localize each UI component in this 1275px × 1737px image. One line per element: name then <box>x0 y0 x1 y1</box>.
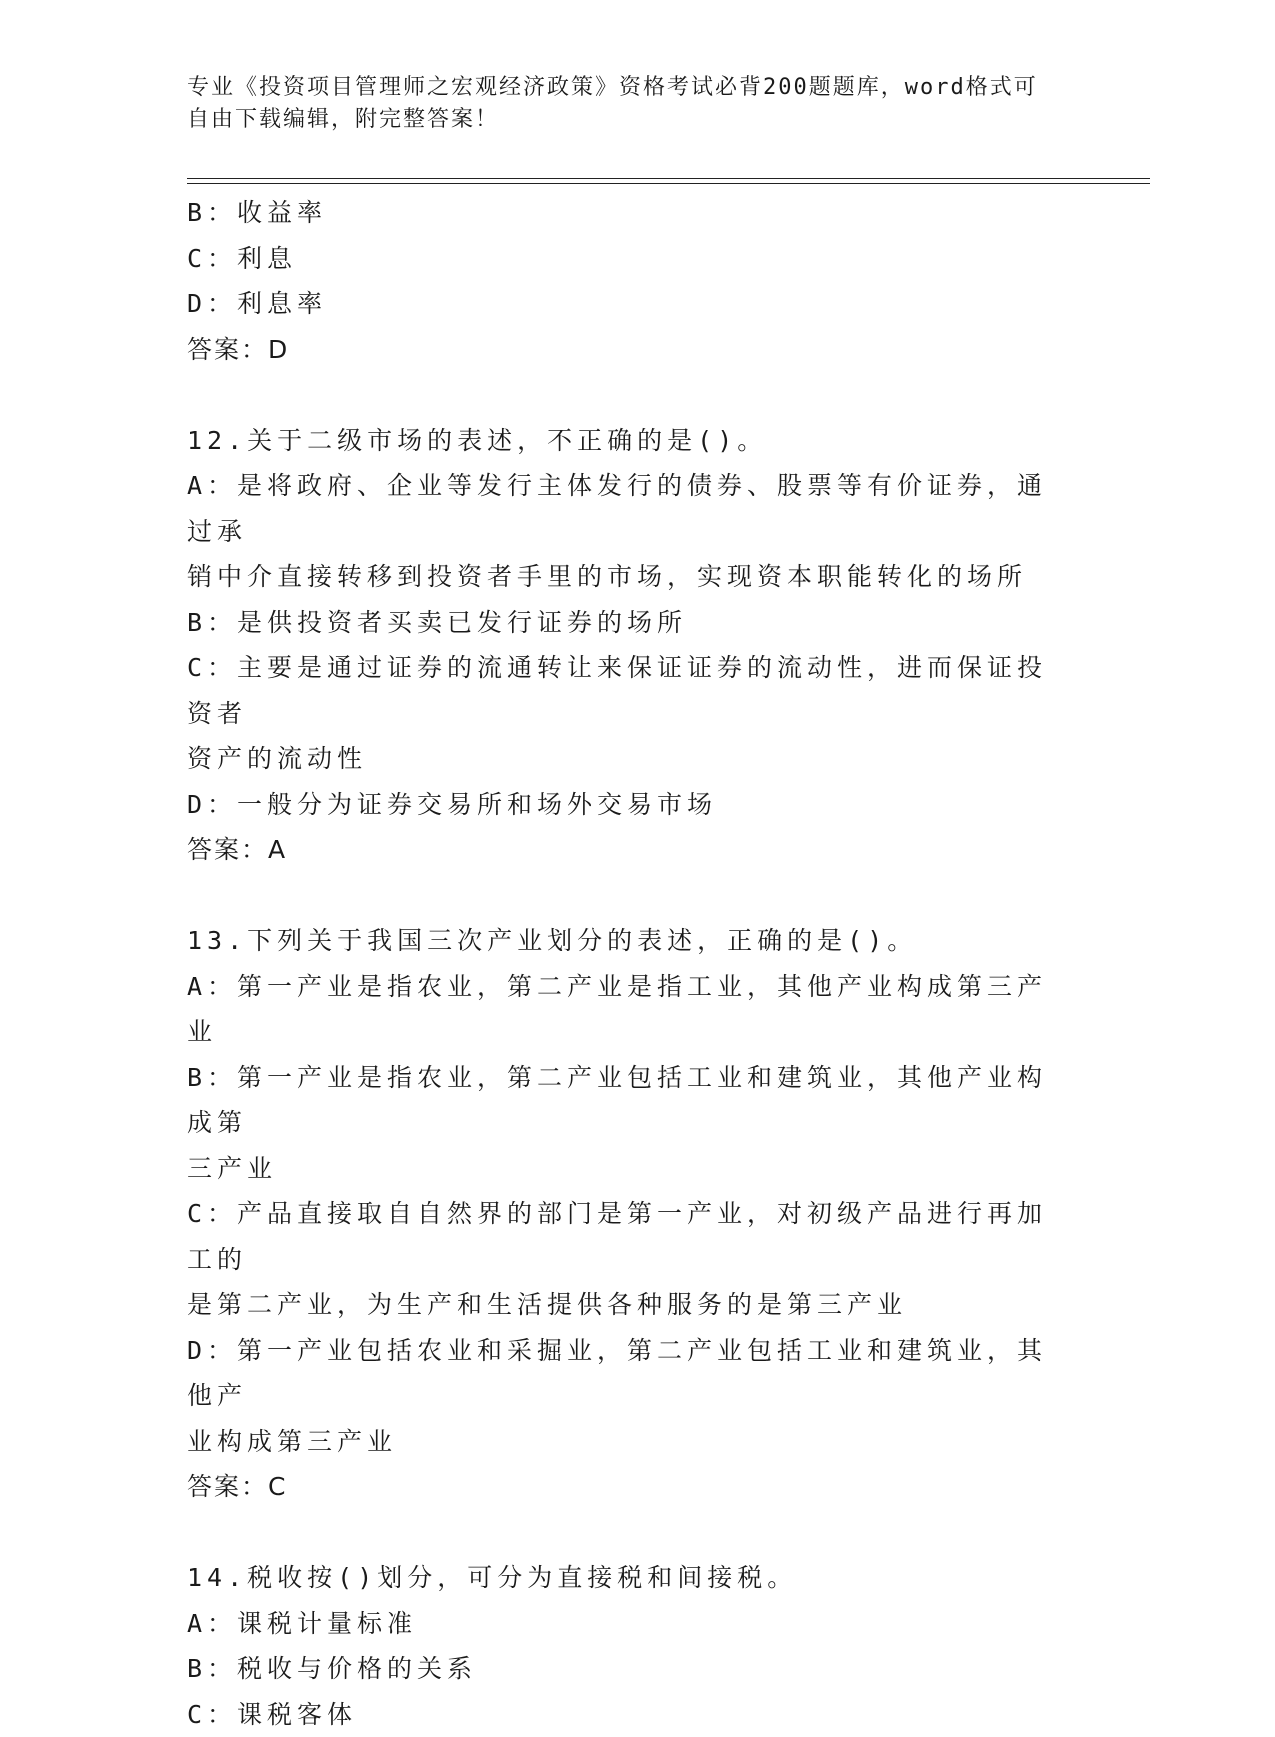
q13-option-b-line1: B：第一产业是指农业，第二产业包括工业和建筑业，其他产业构成第 <box>187 1055 1077 1146</box>
q13-option-d-line1: D：第一产业包括农业和采掘业，第二产业包括工业和建筑业，其他产 <box>187 1328 1077 1419</box>
q14-option-b: B：税收与价格的关系 <box>187 1646 1077 1692</box>
q12-option-a-line1: A：是将政府、企业等发行主体发行的债券、股票等有价证券，通过承 <box>187 463 1077 554</box>
spacer <box>187 372 1077 418</box>
page-header <box>187 72 1067 136</box>
q12-option-b: B：是供投资者买卖已发行证券的场所 <box>187 600 1077 646</box>
question-content <box>187 190 1077 1737</box>
header-divider-top <box>187 178 1150 179</box>
q14-question: 14.税收按()划分，可分为直接税和间接税。 <box>187 1555 1077 1601</box>
question-12 <box>187 418 1077 873</box>
question-14 <box>187 1555 1077 1737</box>
header-line-1: 专业《投资项目管理师之宏观经济政策》资格考试必背200题题库，word格式可 <box>187 72 1067 104</box>
q13-option-b-line2: 三产业 <box>187 1146 1077 1192</box>
q13-option-c-line2: 是第二产业，为生产和生活提供各种服务的是第三产业 <box>187 1282 1077 1328</box>
q11-option-d: D：利息率 <box>187 281 1077 327</box>
q13-option-c-line1: C：产品直接取自自然界的部门是第一产业，对初级产品进行再加工的 <box>187 1191 1077 1282</box>
q12-option-d: D：一般分为证券交易所和场外交易市场 <box>187 782 1077 828</box>
q11-option-c: C：利息 <box>187 236 1077 282</box>
q14-option-c: C：课税客体 <box>187 1692 1077 1737</box>
header-line-2: 自由下载编辑，附完整答案！ <box>187 104 1067 136</box>
q13-question: 13.下列关于我国三次产业划分的表述，正确的是()。 <box>187 918 1077 964</box>
q14-option-a: A：课税计量标准 <box>187 1601 1077 1647</box>
spacer <box>187 1510 1077 1556</box>
q13-option-a: A：第一产业是指农业，第二产业是指工业，其他产业构成第三产业 <box>187 964 1077 1055</box>
question-13 <box>187 918 1077 1510</box>
q12-question: 12.关于二级市场的表述，不正确的是()。 <box>187 418 1077 464</box>
q12-option-c-line1: C：主要是通过证券的流通转让来保证证券的流动性，进而保证投资者 <box>187 645 1077 736</box>
q12-option-c-line2: 资产的流动性 <box>187 736 1077 782</box>
q11-answer: 答案：D <box>187 327 1077 373</box>
header-divider-bottom <box>187 183 1150 184</box>
q11-option-b: B：收益率 <box>187 190 1077 236</box>
spacer <box>187 873 1077 919</box>
q13-option-d-line2: 业构成第三产业 <box>187 1419 1077 1465</box>
q12-answer: 答案：A <box>187 827 1077 873</box>
question-11-tail <box>187 190 1077 372</box>
q12-option-a-line2: 销中介直接转移到投资者手里的市场，实现资本职能转化的场所 <box>187 554 1077 600</box>
q13-answer: 答案：C <box>187 1464 1077 1510</box>
